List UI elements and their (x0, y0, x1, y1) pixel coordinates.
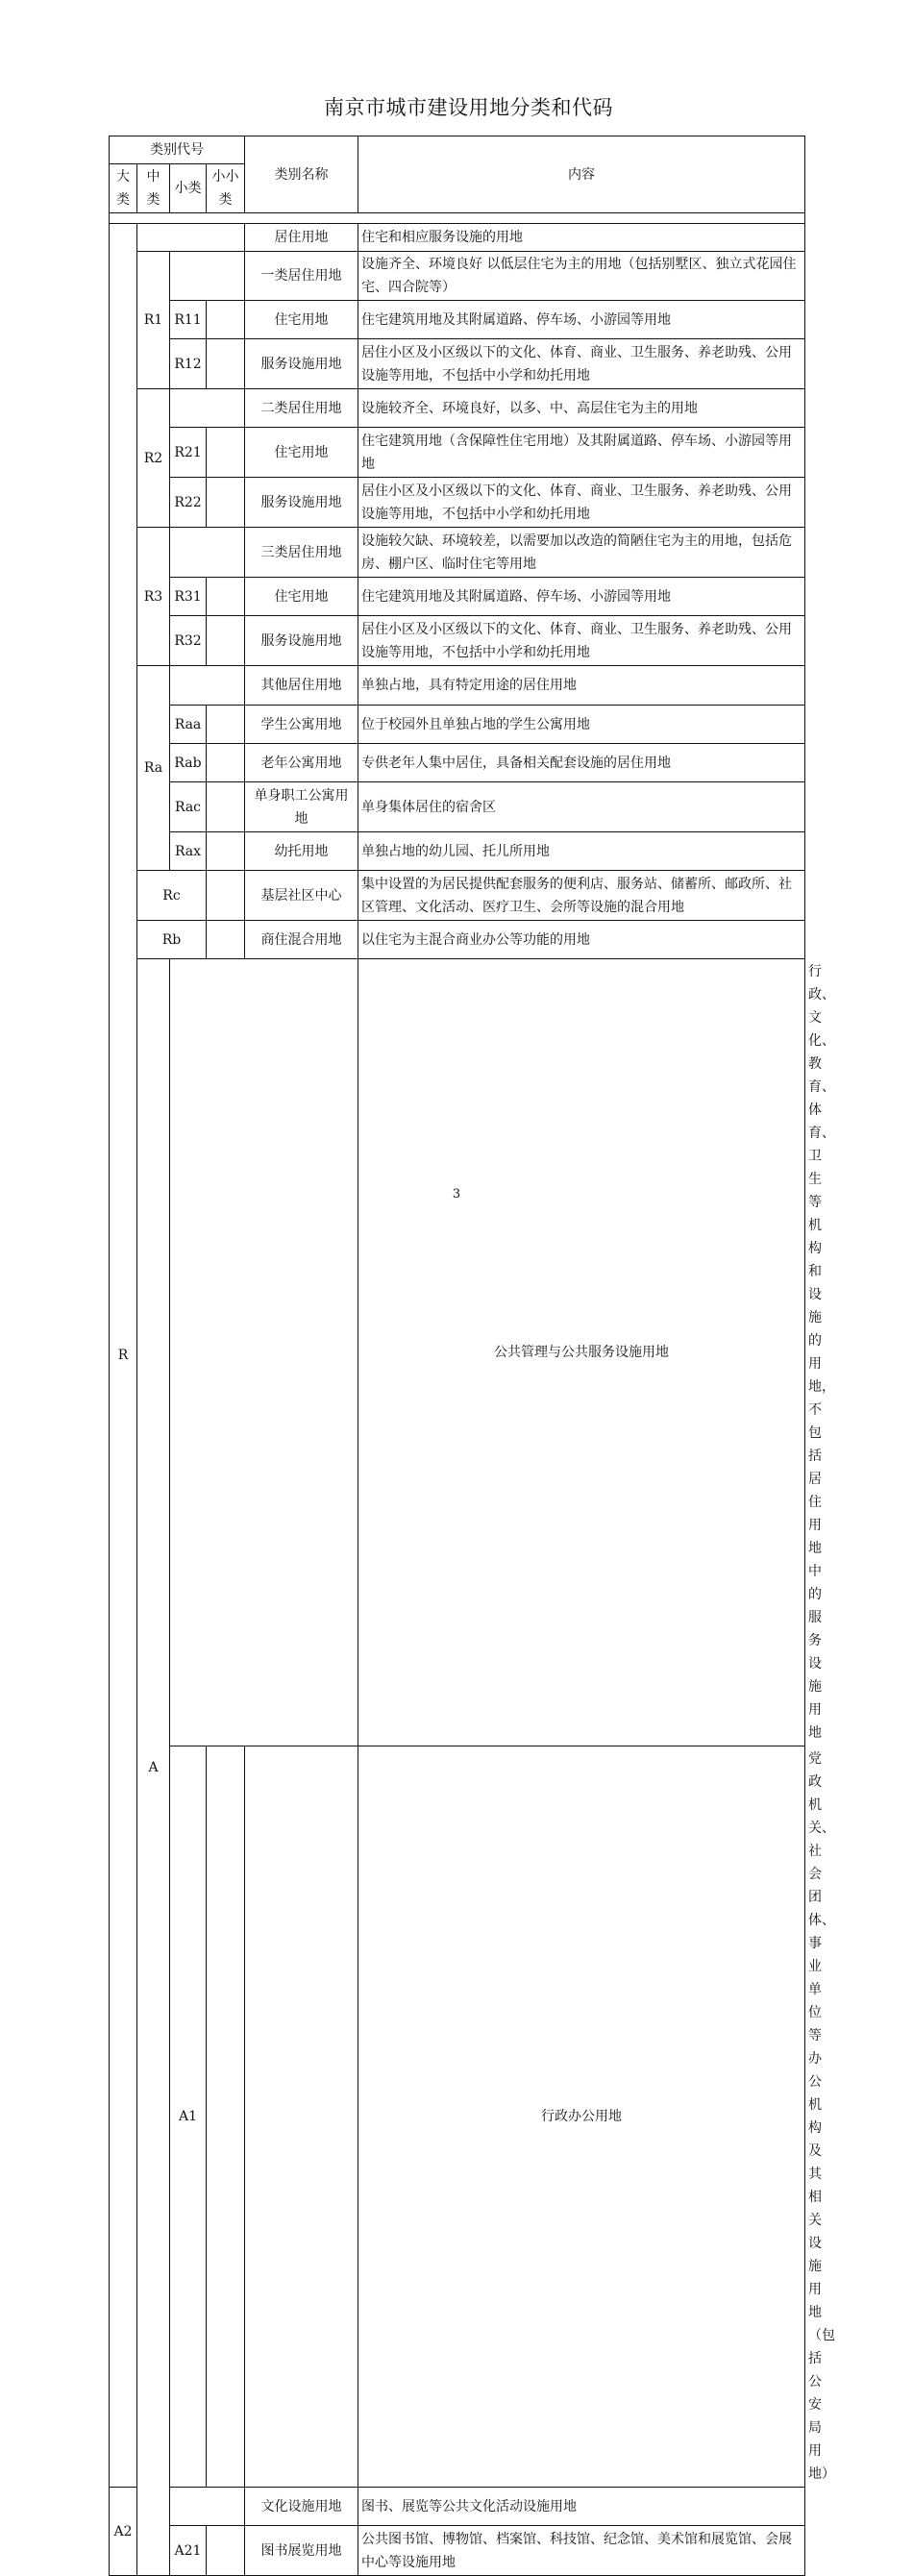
row-name: 图书展览用地 (245, 2526, 358, 2576)
row-content: 设施较欠缺、环境较差，以需要加以改造的简陋住宅为主的用地，包括危房、棚户区、临时住宅等用地 (358, 528, 805, 578)
code-minor: R11 (170, 301, 207, 339)
table-row (110, 428, 805, 478)
table-row (110, 389, 805, 428)
header-major: 大类 (110, 164, 137, 213)
code-minor: R12 (170, 339, 207, 389)
table-row (110, 871, 805, 921)
row-name: 基层社区中心 (245, 871, 358, 921)
code-medium: R3 (137, 528, 170, 666)
row-name: 幼托用地 (245, 832, 358, 871)
code-minor: R22 (170, 478, 207, 528)
header-subminor: 小小类 (207, 164, 245, 213)
row-name: 学生公寓用地 (245, 706, 358, 744)
table-row (110, 2526, 805, 2576)
row-name: 住宅用地 (245, 578, 358, 616)
row-content: 居住小区及小区级以下的文化、体育、商业、卫生服务、养老助残、公用设施等用地，不包括中小学和幼托用地 (358, 339, 805, 389)
code-minor: Rax (170, 832, 207, 871)
code-minor: Rac (170, 782, 207, 832)
row-content: 住宅建筑用地及其附属道路、停车场、小游园等用地 (358, 578, 805, 616)
row-content: 住宅和相应服务设施的用地 (358, 224, 805, 252)
row-name: 商住混合用地 (245, 921, 358, 959)
row-content: 单独占地，具有特定用途的居住用地 (358, 666, 805, 706)
header-minor: 小类 (170, 164, 207, 213)
table-row (110, 224, 805, 252)
code-minor: A21 (170, 2526, 207, 2576)
code-medium: R2 (137, 389, 170, 528)
header-content: 内容 (358, 136, 805, 213)
code-medium: A2 (110, 2488, 137, 2576)
table-row (110, 706, 805, 744)
row-name: 公共管理与公共服务设施用地 (358, 959, 805, 1746)
page-number: 3 (452, 1187, 461, 1201)
row-name: 行政办公用地 (358, 1746, 805, 2488)
code-major: R (110, 224, 137, 2488)
code-medium: Rc (137, 871, 207, 921)
row-content: 单独占地的幼儿园、托儿所用地 (358, 832, 805, 871)
row-content: 居住小区及小区级以下的文化、体育、商业、卫生服务、养老助残、公用设施等用地，不包括中小学和幼托用地 (358, 478, 805, 528)
row-name: 服务设施用地 (245, 339, 358, 389)
code-medium: Rb (137, 921, 207, 959)
table-row: A1 行政办公用地 党政机关、社会团体、事业单位等办公机构及其相关设施用地（包括公安局用地） (110, 1746, 805, 2488)
table-row (110, 578, 805, 616)
code-minor: R32 (170, 616, 207, 666)
code-minor: R21 (170, 428, 207, 478)
table-row (110, 2488, 805, 2526)
row-content: 集中设置的为居民提供配套服务的便利店、服务站、储蓄所、邮政所、社区管理、文化活动、医疗卫生、会所等设施的混合用地 (358, 871, 805, 921)
table-row (110, 339, 805, 389)
row-name: 居住用地 (245, 224, 358, 252)
row-name: 其他居住用地 (245, 666, 358, 706)
row-name: 住宅用地 (245, 301, 358, 339)
table-row (110, 528, 805, 578)
row-name: 一类居住用地 (245, 252, 358, 301)
table-row (110, 616, 805, 666)
row-name: 单身职工公寓用地 (245, 782, 358, 832)
table-row (110, 744, 805, 782)
code-medium: Ra (137, 666, 170, 871)
table-row (110, 666, 805, 706)
page-title: 南京市城市建设用地分类和代码 (324, 96, 613, 119)
row-content: 公共图书馆、博物馆、档案馆、科技馆、纪念馆、美术馆和展览馆、会展中心等设施用地 (358, 2526, 805, 2576)
row-content: 图书、展览等公共文化活动设施用地 (358, 2488, 805, 2526)
code-minor: Raa (170, 706, 207, 744)
row-name: 服务设施用地 (245, 478, 358, 528)
row-name: 老年公寓用地 (245, 744, 358, 782)
table-row: A 公共管理与公共服务设施用地 行政、文化、教育、体育、卫生等机构和设施的用地，不包括居住用地中的服务设施用地 (110, 959, 805, 1746)
row-content: 设施较齐全、环境良好，以多、中、高层住宅为主的用地 (358, 389, 805, 428)
row-content: 位于校园外且单独占地的学生公寓用地 (358, 706, 805, 744)
header-name: 类别名称 (245, 136, 358, 213)
row-name: 二类居住用地 (245, 389, 358, 428)
table-row (110, 782, 805, 832)
table-row (110, 252, 805, 301)
row-content: 单身集体居住的宿舍区 (358, 782, 805, 832)
table-row (110, 478, 805, 528)
table-row (110, 832, 805, 871)
row-name: 住宅用地 (245, 428, 358, 478)
code-major: A (137, 959, 170, 2576)
code-medium: A1 (170, 1746, 207, 2488)
code-minor: Rab (170, 744, 207, 782)
land-use-classification-table (109, 136, 835, 2576)
row-name: 文化设施用地 (245, 2488, 358, 2526)
row-name: 服务设施用地 (245, 616, 358, 666)
code-medium: R1 (137, 252, 170, 389)
row-content: 住宅建筑用地及其附属道路、停车场、小游园等用地 (358, 301, 805, 339)
row-content: 设施齐全、环境良好 以低层住宅为主的用地（包括别墅区、独立式花园住宅、四合院等） (358, 252, 805, 301)
row-content: 住宅建筑用地（含保障性住宅用地）及其附属道路、停车场、小游园等用地 (358, 428, 805, 478)
table-row (110, 301, 805, 339)
table-row (110, 921, 805, 959)
code-minor: R31 (170, 578, 207, 616)
header-medium: 中类 (137, 164, 170, 213)
row-content: 以住宅为主混合商业办公等功能的用地 (358, 921, 805, 959)
row-content: 专供老年人集中居住，具备相关配套设施的居住用地 (358, 744, 805, 782)
header-code-group: 类别代号 (110, 136, 245, 164)
row-name: 三类居住用地 (245, 528, 358, 578)
row-content: 居住小区及小区级以下的文化、体育、商业、卫生服务、养老助残、公用设施等用地，不包括中小学和幼托用地 (358, 616, 805, 666)
